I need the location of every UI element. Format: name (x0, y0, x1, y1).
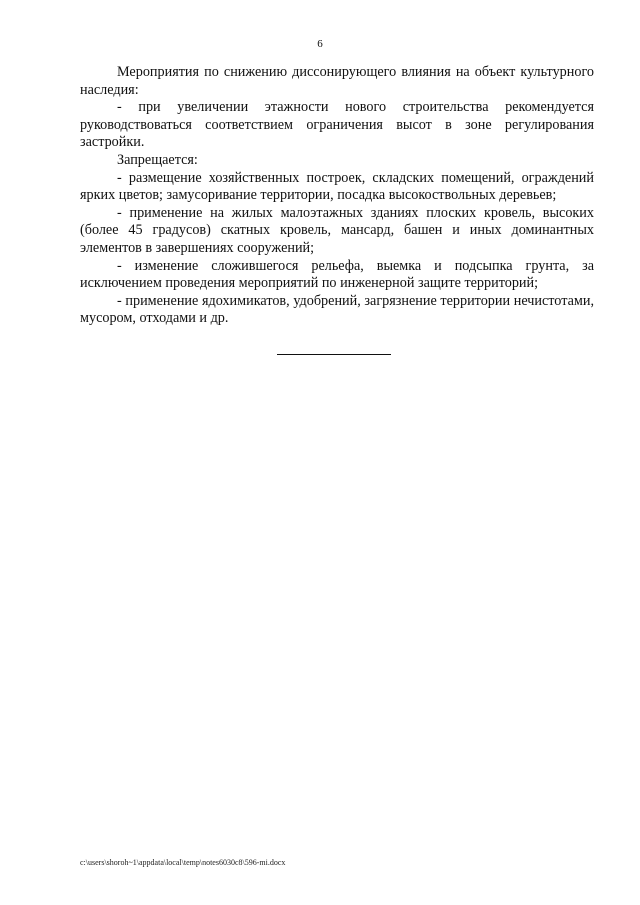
paragraph-prohibited-chemicals: - применение ядохимикатов, удобрений, загрязнение территории нечистотами, мусором, отходами и др. (80, 292, 594, 327)
page-number: 6 (317, 38, 323, 50)
closing-divider (277, 354, 391, 355)
paragraph-prohibited-buildings: - размещение хозяйственных построек, складских помещений, ограждений ярких цветов; замусоривание территории, посадка высокоствольных деревьев; (80, 169, 594, 204)
paragraph-prohibited-relief: - изменение сложившегося рельефа, выемка и подсыпка грунта, за исключением проведения мероприятий по инженерной защите территорий; (80, 257, 594, 292)
paragraph-height-recommendation: - при увеличении этажности нового строительства рекомендуется руководствоваться соответствием ограничения высот в зоне регулирования застройки. (80, 99, 594, 151)
paragraph-prohibited-roofs: - применение на жилых малоэтажных зданиях плоских кровель, высоких (более 45 градусов) скатных кровель, мансард, башен и иных доминантных элементов в завершениях сооружений; (80, 204, 594, 256)
document-body (80, 64, 594, 328)
paragraph-intro: Мероприятия по снижению диссонирующего влияния на объект культурного наследия: (80, 64, 594, 98)
footer-file-path: c:\users\shoroh~1\appdata\local\temp\notes6030c8\596-mi.docx (80, 858, 286, 867)
paragraph-prohibited-heading: Запрещается: (117, 151, 198, 168)
